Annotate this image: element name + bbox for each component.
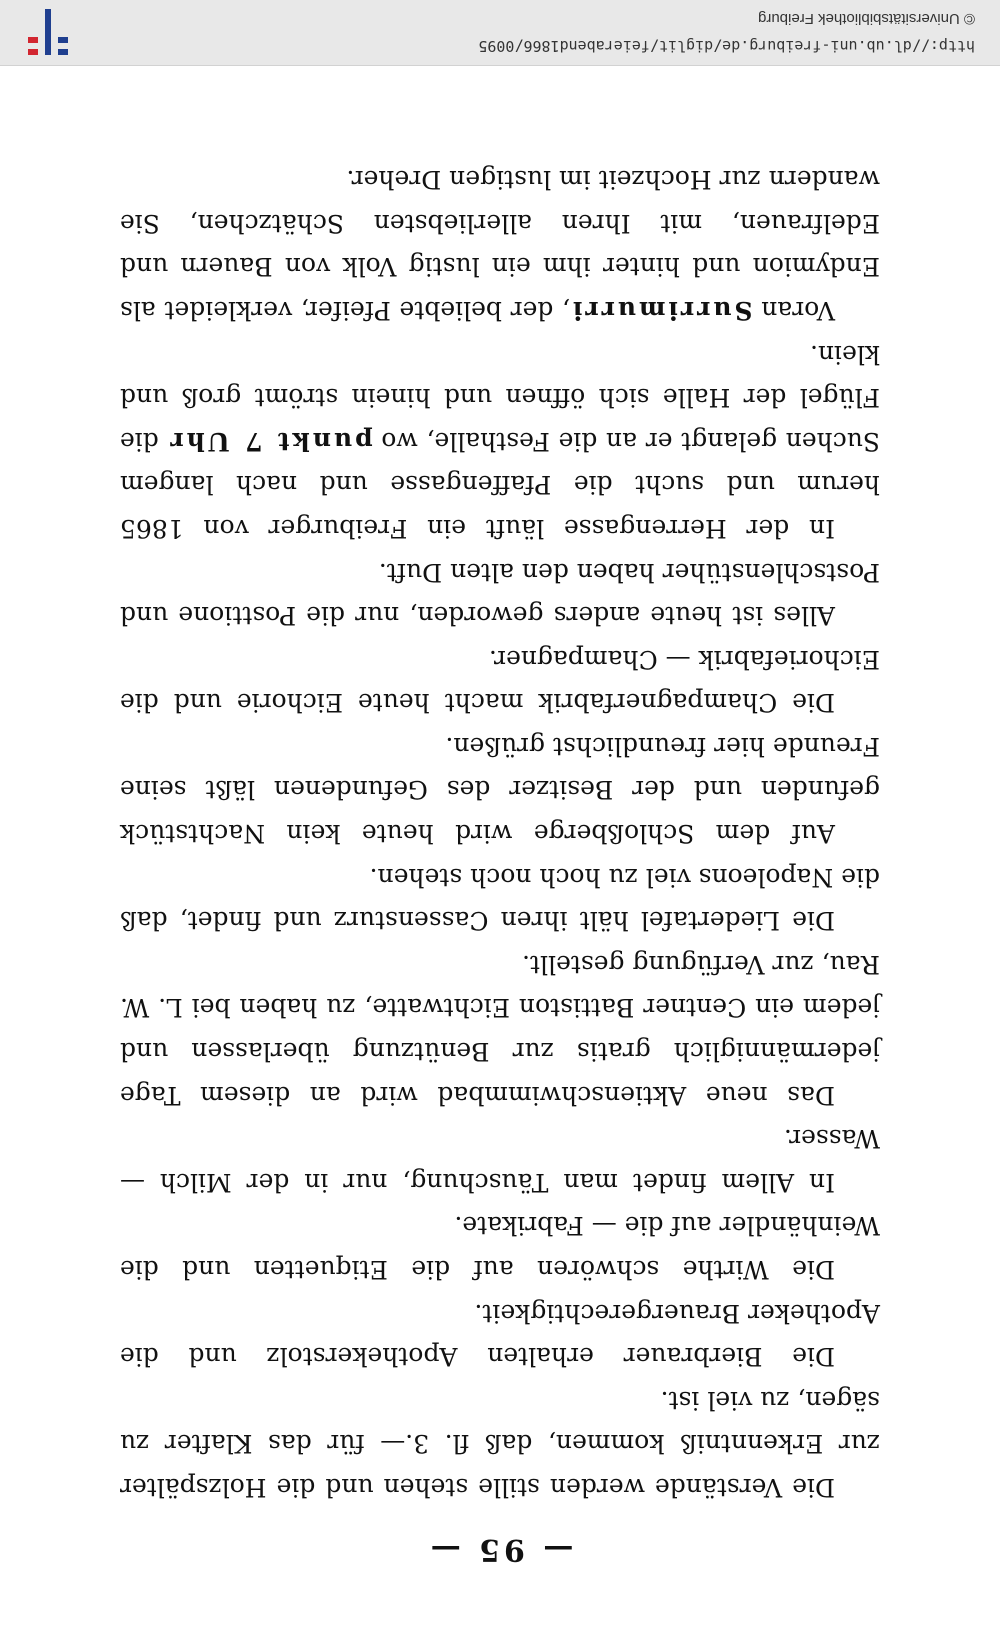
source-url[interactable]: http://dl.ub.uni-freiburg.de/diglit/feierabend1866/0095 (478, 37, 975, 55)
paragraph-text: Voran (752, 295, 835, 325)
logo-stem (45, 9, 51, 55)
paragraph (120, 158, 880, 332)
paragraph: Die Champagnerfabrik macht heute Eichorie und die Eichoriefabrik — Champagner. (120, 644, 880, 718)
paragraph-text: , der beliebte Pfeifer, verkleidet als Endymion und hinter ihm ein lustig Volk von Bauern und Edelfrauen, mit Ihren allerliebsten Schätzchen, Sie wandern zur Hochzeit im lustigen Dreher. (120, 165, 880, 325)
paragraph: In Allem findet man Täuschung, nur in der Milch — Wasser. (120, 1124, 880, 1197)
paragraph: Die Verstände werden stille stehen und die Holzspälter zur Erkenntniß kommen, daß fl. 3.— für das Klafter zu sägen, zu viel ist. (120, 1385, 880, 1502)
scanned-page (0, 32, 1000, 1637)
ub-freiburg-logo (24, 7, 72, 57)
logo-bar-top-left (58, 49, 68, 55)
body-text (120, 158, 880, 1509)
paragraph: Die Bierbrauer erhalten Apothekerstolz und die Apotheker Brauergerechtigkeit. (120, 1298, 880, 1372)
emphasized-name: Surrimurri (570, 295, 753, 325)
logo-bar-right (28, 37, 38, 43)
paragraph (120, 332, 880, 550)
page-number: — 95 — (426, 1532, 574, 1567)
paragraph-text: die Flügel der Halle sich öffnen und hinein strömt groß und klein. (120, 339, 880, 456)
paragraph: Die Liedertafel hält ihren Cassensturz und findet, daß die Napoleons viel zu hoch noch stehen. (120, 862, 880, 936)
paragraph: Die Wirthe schwören auf die Etiquetten und die Weinhändler auf die — Fabrikate. (120, 1211, 880, 1285)
logo-bar-left (58, 37, 68, 43)
paragraph-text: In der Herrengasse läuft ein Freiburger von 1865 herum und sucht die Pfaffengasse und nach langem Suchen gelangt er an die Festhalle, wo (120, 426, 880, 543)
paragraph: Das neue Aktienschwimmbad wird an diesem Tage jedermänniglich gratis zur Benützung überlassen und jedem ein Centner Battiston Eichtwatte, zu haben bei L. W. Rau, zur Verfügung gestellt. (120, 949, 880, 1110)
paragraph: Auf dem Schloßberge wird heute kein Nachtstück gefunden und der Besitzer des Gefundenen läßt seine Freunde hier freundlichst grüßen. (120, 731, 880, 849)
logo-bar-top-right (28, 49, 38, 55)
footer-bar (0, 0, 1000, 66)
paragraph: Alles ist heute anders geworden, nur die Posttione und Postschlenstüher haben den alten Duft. (120, 557, 880, 631)
copyright-notice: © Universitätsbibliothek Freiburg (758, 10, 975, 27)
emphasized-time: punkt 7 Uhr (167, 426, 373, 456)
